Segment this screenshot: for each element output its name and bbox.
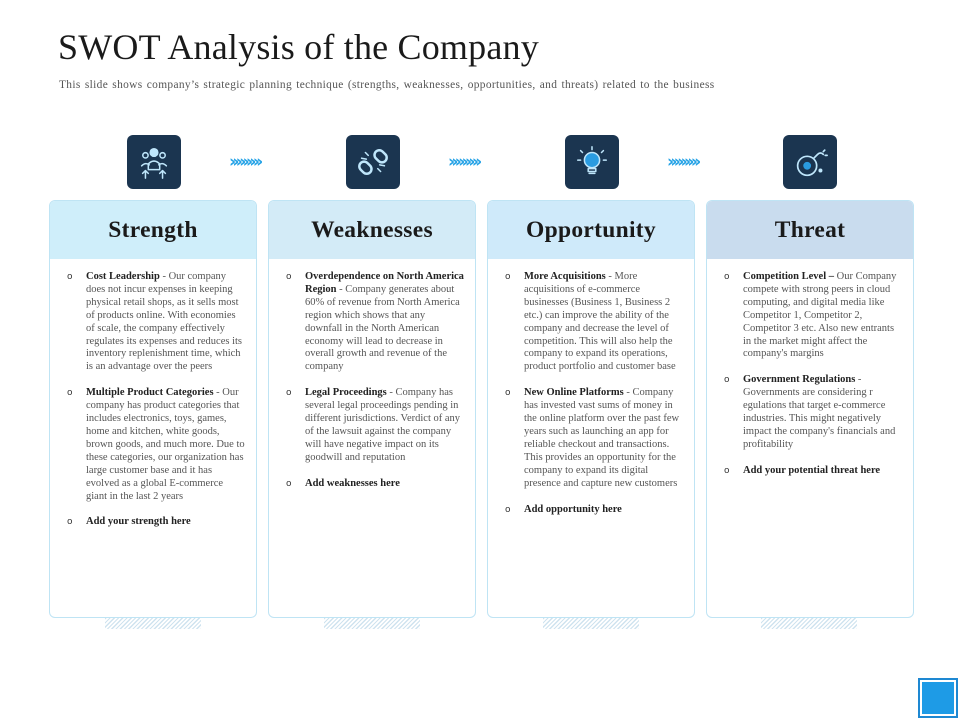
bomb-icon	[783, 135, 837, 189]
bullet-icon: o	[505, 388, 511, 399]
card-shadow-stripe	[543, 618, 639, 629]
card-shadow-stripe	[761, 618, 857, 629]
card-body	[50, 259, 256, 529]
slide-subtitle: This slide shows company’s strategic planning technique (strengths, weaknesses, opportunities, and threats) related to the business	[59, 79, 715, 91]
bullet-icon: o	[286, 272, 292, 282]
chevron-arrows: ›››››››››	[229, 152, 260, 172]
list-item: o Add weaknesses here	[281, 478, 465, 491]
card-header: Weaknesses	[269, 201, 475, 259]
chevron-arrows: ›››››››››	[448, 152, 479, 172]
bullet-icon: o	[505, 504, 511, 515]
card-shadow-stripe	[324, 618, 420, 629]
lightbulb-icon	[565, 135, 619, 189]
bullet-icon: o	[67, 272, 73, 282]
corner-accent-fill	[922, 682, 954, 714]
list-item: o More Acquisitions - More acquisitions of e-commerce businesses (Business 1, Business 2 etc.) can improve the ability of the company and decrease the level of competition. This will also help the company to expand its operations, product portfolio and customer base	[500, 271, 684, 374]
card-shadow-stripe	[105, 618, 201, 629]
card-body	[707, 259, 913, 478]
bullet-icon: o	[286, 478, 292, 489]
card-header: Threat	[707, 201, 913, 259]
card-header: Strength	[50, 201, 256, 259]
card-body	[269, 259, 475, 491]
bullet-icon: o	[724, 375, 730, 386]
bullet-icon: o	[67, 517, 73, 528]
list-item: o Add your potential threat here	[719, 465, 903, 478]
bullet-icon: o	[724, 272, 730, 282]
list-item: o Competition Level – Our Company compete with strong peers in cloud computing, and digital media like Competitor 1, Competitor 2, Competitor 3 etc. Also new entrants in the market might affect the company's margins	[719, 271, 903, 361]
opportunity-card	[487, 200, 695, 618]
bullet-icon: o	[286, 388, 292, 399]
list-item: o Add your strength here	[62, 516, 246, 529]
list-item: o Cost Leadership - Our company does not incur expenses in keeping physical retail shops, as it sells most of products online. With economies of scale, the company effectively regulates its expenses and reduces its inventory replenishment time, which is an advantage over the peers	[62, 271, 246, 374]
list-item: o Government Regulations - Governments are considering r egulations that target e-commerce industries. This might negatively impact the company's financials and profitability	[719, 374, 903, 451]
threat-card	[706, 200, 914, 618]
strength-card	[49, 200, 257, 618]
slide-title: SWOT Analysis of the Company	[58, 27, 539, 67]
list-item: o New Online Platforms - Company has invested vast sums of money in the online platform over the past few years such as launching an app for reliable checkout and transactions. This provides an opportunity for the company to expand its digital presence and capture new customers	[500, 387, 684, 490]
chevron-arrows: ›››››››››	[667, 152, 698, 172]
weaknesses-card	[268, 200, 476, 618]
team-growth-icon	[127, 135, 181, 189]
broken-link-icon	[346, 135, 400, 189]
list-item: o Legal Proceedings - Company has several legal proceedings pending in different jurisdictions. Verdict of any of the lawsuit against the company will have negative impact on its goodwill and reputation	[281, 387, 465, 464]
corner-accent-square	[918, 678, 958, 718]
bullet-icon: o	[724, 465, 730, 476]
list-item: o Overdependence on North America Region - Company generates about 60% of revenue from North America region which shows that any downfall in the North American economy will lead to decrease in overall growth and revenue of the company	[281, 271, 465, 374]
list-item: o Multiple Product Categories - Our company has product categories that includes electronics, toys, games, home and kitchen, white goods, brown goods, and much more. Due to these categories, our organization has large customer base and it has evolved as a global E-commerce giant in the last 2 years	[62, 387, 246, 503]
card-body	[488, 259, 694, 516]
bullet-icon: o	[505, 272, 511, 282]
card-header: Opportunity	[488, 201, 694, 259]
bullet-icon: o	[67, 388, 73, 399]
list-item: o Add opportunity here	[500, 504, 684, 517]
